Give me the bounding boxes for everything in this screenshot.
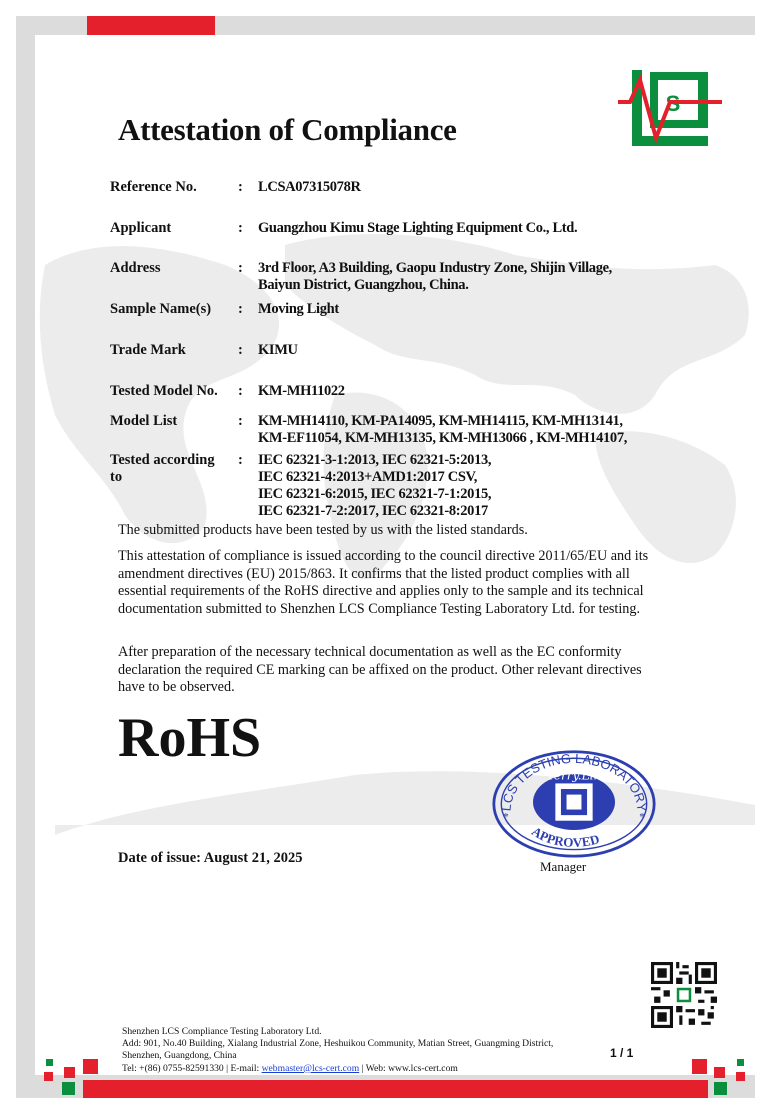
- field-value: Baiyun District, Guangzhou, China.: [258, 277, 469, 293]
- footer-company: Shenzhen LCS Compliance Testing Laboratory Ltd.: [122, 1026, 322, 1037]
- stamp-bottom-text: APPROVED: [529, 823, 602, 850]
- rohs-mark: RoHS: [118, 707, 262, 769]
- footer: [122, 1026, 602, 1075]
- field-label: Trade Mark: [110, 342, 186, 358]
- field-value: KM-MH11022: [258, 383, 345, 399]
- qr-code[interactable]: [650, 962, 718, 1028]
- footer-contact: Tel: +(86) 0755-82591330 | E-mail: webmaster@lcs-cert.com | Web: www.lcs-cert.com: [122, 1062, 458, 1074]
- paragraph-attestation: This attestation of compliance is issued according to the council directive 2011/65/EU and its amendment directives (EU) 2015/863. It confirms that the listed product complies with all essential requirements of the RoHS directive and applies only to the sample and its technical documentation submitted to Shenzhen LCS Compliance Testing Laboratory Ltd. for testing.: [118, 548, 649, 617]
- paragraph-ce-marking: After preparation of the necessary technical documentation as well as the EC conformity declaration the required CE marking can be affixed on the product. Other relevant directives have to be observed.: [118, 644, 642, 695]
- field-label: Address: [110, 260, 161, 276]
- decor-square: [64, 1067, 75, 1078]
- date-of-issue: Date of issue: August 21, 2025: [118, 850, 303, 866]
- approval-stamp: [484, 748, 664, 858]
- field-value: KIMU: [258, 342, 298, 358]
- signatory-title: Manager: [540, 859, 587, 874]
- field-label: to: [110, 469, 123, 485]
- decor-square: [736, 1072, 745, 1081]
- stamp-top-text: LCS TESTING LABORATORY: [498, 750, 650, 813]
- decor-square: [692, 1059, 707, 1074]
- paragraph-tested-statement: The submitted products have been tested by us with the listed standards.: [118, 522, 528, 538]
- decor-square: [62, 1082, 75, 1095]
- field-label: Applicant: [110, 220, 172, 236]
- svg-text:*: *: [503, 811, 509, 824]
- field-label: Reference No.: [110, 179, 197, 195]
- decor-square: [46, 1059, 53, 1066]
- field-label: Model List: [110, 413, 178, 429]
- decor-square: [737, 1059, 744, 1066]
- field-label: Sample Name(s): [110, 301, 212, 317]
- svg-text:S: S: [665, 91, 681, 116]
- field-value: KM-MH14110, KM-PA14095, KM-MH14115, KM-MH13141,: [258, 413, 623, 429]
- field-value: LCSA07315078R: [258, 179, 361, 195]
- footer-address-line-2: Shenzhen, Guangdong, China: [122, 1050, 237, 1062]
- field-value: Guangzhou Kimu Stage Lighting Equipment Co., Ltd.: [258, 220, 578, 236]
- field-value: IEC 62321-7-2:2017, IEC 62321-8:2017: [258, 503, 488, 519]
- email-link[interactable]: webmaster@lcs-cert.com: [261, 1062, 360, 1074]
- signature: Terry.Lin: [546, 768, 602, 783]
- decor-square: [44, 1072, 53, 1081]
- lcs-logo: [618, 68, 722, 148]
- bottom-red-bar: [83, 1080, 708, 1098]
- field-value: KM-EF11054, KM-MH13135, KM-MH13066 , KM-MH14107,: [258, 430, 627, 446]
- page-number: 1 / 1: [610, 1046, 634, 1060]
- footer-address-line-1: Add: 901, No.40 Building, Xialang Industrial Zone, Heshuikou Community, Matian Street, Guangming District,: [122, 1038, 554, 1050]
- field-value: 3rd Floor, A3 Building, Gaopu Industry Zone, Shijin Village,: [258, 260, 612, 276]
- field-value: IEC 62321-3-1:2013, IEC 62321-5:2013,: [258, 452, 492, 468]
- document-title: Attestation of Compliance: [118, 112, 457, 147]
- decor-square: [714, 1067, 725, 1078]
- top-red-bar: [87, 16, 215, 35]
- svg-text:*: *: [639, 811, 645, 824]
- decor-square: [83, 1059, 98, 1074]
- field-value: IEC 62321-6:2015, IEC 62321-7-1:2015,: [258, 486, 492, 502]
- field-label: Tested Model No.: [110, 383, 218, 399]
- field-value: IEC 62321-4:2013+AMD1:2017 CSV,: [258, 469, 478, 485]
- field-value: Moving Light: [258, 301, 339, 317]
- field-label: Tested according: [110, 452, 215, 468]
- decor-square: [714, 1082, 727, 1095]
